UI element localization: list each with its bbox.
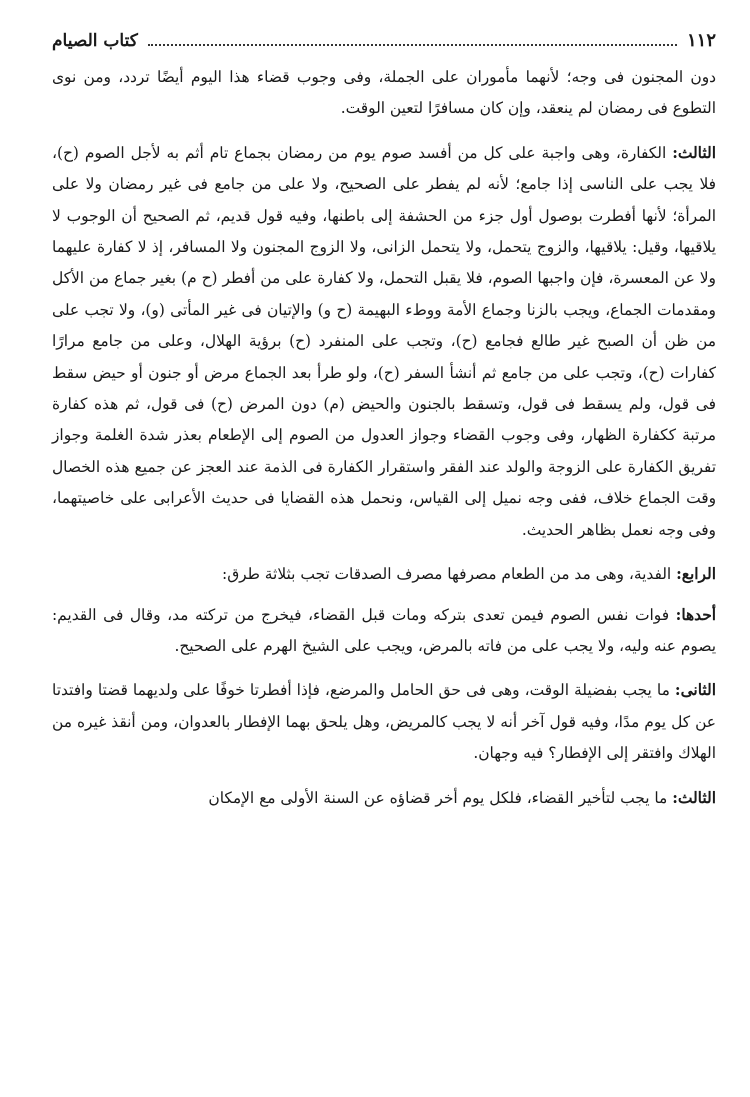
paragraph-first-way — [52, 600, 716, 663]
running-title: كتاب الصيام — [52, 31, 138, 51]
paragraph-lead: أحدها: — [675, 605, 716, 624]
paragraph-text: فوات نفس الصوم فيمن تعدى بتركه ومات قبل القضاء، فيخرج من تركته مد، وقال فى القديم: يصوم عنه وليه، ولا يجب على من فاته بالمرض، ويجب على الشيخ الهرم على الصحيح. — [52, 605, 716, 655]
paragraph-lead: الثانى: — [674, 681, 716, 700]
paragraph-lead: الثالث: — [672, 143, 716, 162]
paragraph-kaffara — [52, 138, 716, 546]
paragraph-fidya — [52, 559, 716, 590]
paragraph-text: ما يجب لتأخير القضاء، فلكل يوم أخر قضاؤه عن السنة الأولى مع الإمكان — [208, 788, 673, 807]
paragraph-text: الكفارة، وهى واجبة على كل من أفسد صوم يوم من رمضان بجماع تام أثم به لأجل الصوم (ح)، فلا يجب على الناسى إذا جامع؛ لأنه لم يفطر على الصحيح، ولا على من جامع فى غير رمضان ولا على المرأة؛ لأنها أفطرت بوصول أول جزء من الحشفة إلى باطنها، وفيه قول قديم، ثم الصحيح أن الوجوب لا يلاقيها، وقيل: يلاقيها، والزوج يتحمل، ولا يتحمل الزانى، ولا الزوج المجنون ولا المسافر، إذ لا كفارة عليهما ولا عن المعسرة، فإن واجبها الصوم، فلا يقبل التحمل، ولا كفارة على من أفطر (ح م) بغير جماع من الأكل ومقدمات الجماع، ويجب بالزنا وجماع الأمة ووطء البهيمة (ح و) والإتيان فى غير المأتى (و)، ولا تجب على من ظن أن الصبح غير طالع فجامع (ح)، وتجب على المنفرد (ح) برؤية الهلال، وعلى من جامع مرارًا كفارات (ح)، وتجب على من جامع ثم أنشأ السفر (ح)، ولو طرأ بعد الجماع مرض أو جنون أو حيض سقط فى قول، ولم يسقط فى قول، وتسقط بالجنون والحيض (م) دون المرض (ح) فى قول، ثم هذه كفارة مرتبة ككفارة الظهار، وفى وجوب القضاء وجواز العدول من الصوم إلى الإطعام بعذر شدة الغلمة وجواز تفريق الكفارة على الزوجة والولد عند الفقر واستقرار الكفارة فى الذمة عند العجز عن جميع هذه الخصال وقت الجماع خلاف، ففى وجه نميل إلى القياس، ونحمل هذه القضايا فى حديث الأعرابى على خاصيتهما، وفى وجه نعمل بظاهر الحديث. — [52, 143, 716, 539]
header-dotted-leader — [148, 44, 677, 46]
paragraph-second-way — [52, 675, 716, 769]
paragraph-lead: الرابع: — [676, 565, 716, 584]
book-page — [52, 30, 716, 827]
paragraph-third-way — [52, 783, 716, 814]
page-number: ١١٢ — [686, 30, 716, 51]
page-header — [52, 30, 716, 60]
paragraph-text: الفدية، وهى مد من الطعام مصرفها مصرف الصدقات تجب بثلاثة طرق: — [222, 565, 677, 584]
paragraph-text: دون المجنون فى وجه؛ لأنهما مأموران على الجملة، وفى وجوب قضاء هذا اليوم أيضًا تردد، ومن نوى التطوع فى رمضان لم ينعقد، وإن كان مسافرًا لتعين الوقت. — [52, 68, 716, 118]
paragraph-continuation — [52, 62, 716, 125]
paragraph-text: ما يجب بفضيلة الوقت، وهى فى حق الحامل والمرضع، فإذا أفطرتا خوفًا على ولديهما قضتا وافتدتا عن كل يوم مدًا، وفيه قول آخر أنه لا يجب كالمريض، وهل يلحق بهما الإفطار بالعدوان، ومن أنقذ غيره من الهلاك وافتقر إلى الإفطار؟ فيه وجهان. — [52, 681, 716, 763]
paragraph-lead: الثالث: — [672, 788, 716, 807]
